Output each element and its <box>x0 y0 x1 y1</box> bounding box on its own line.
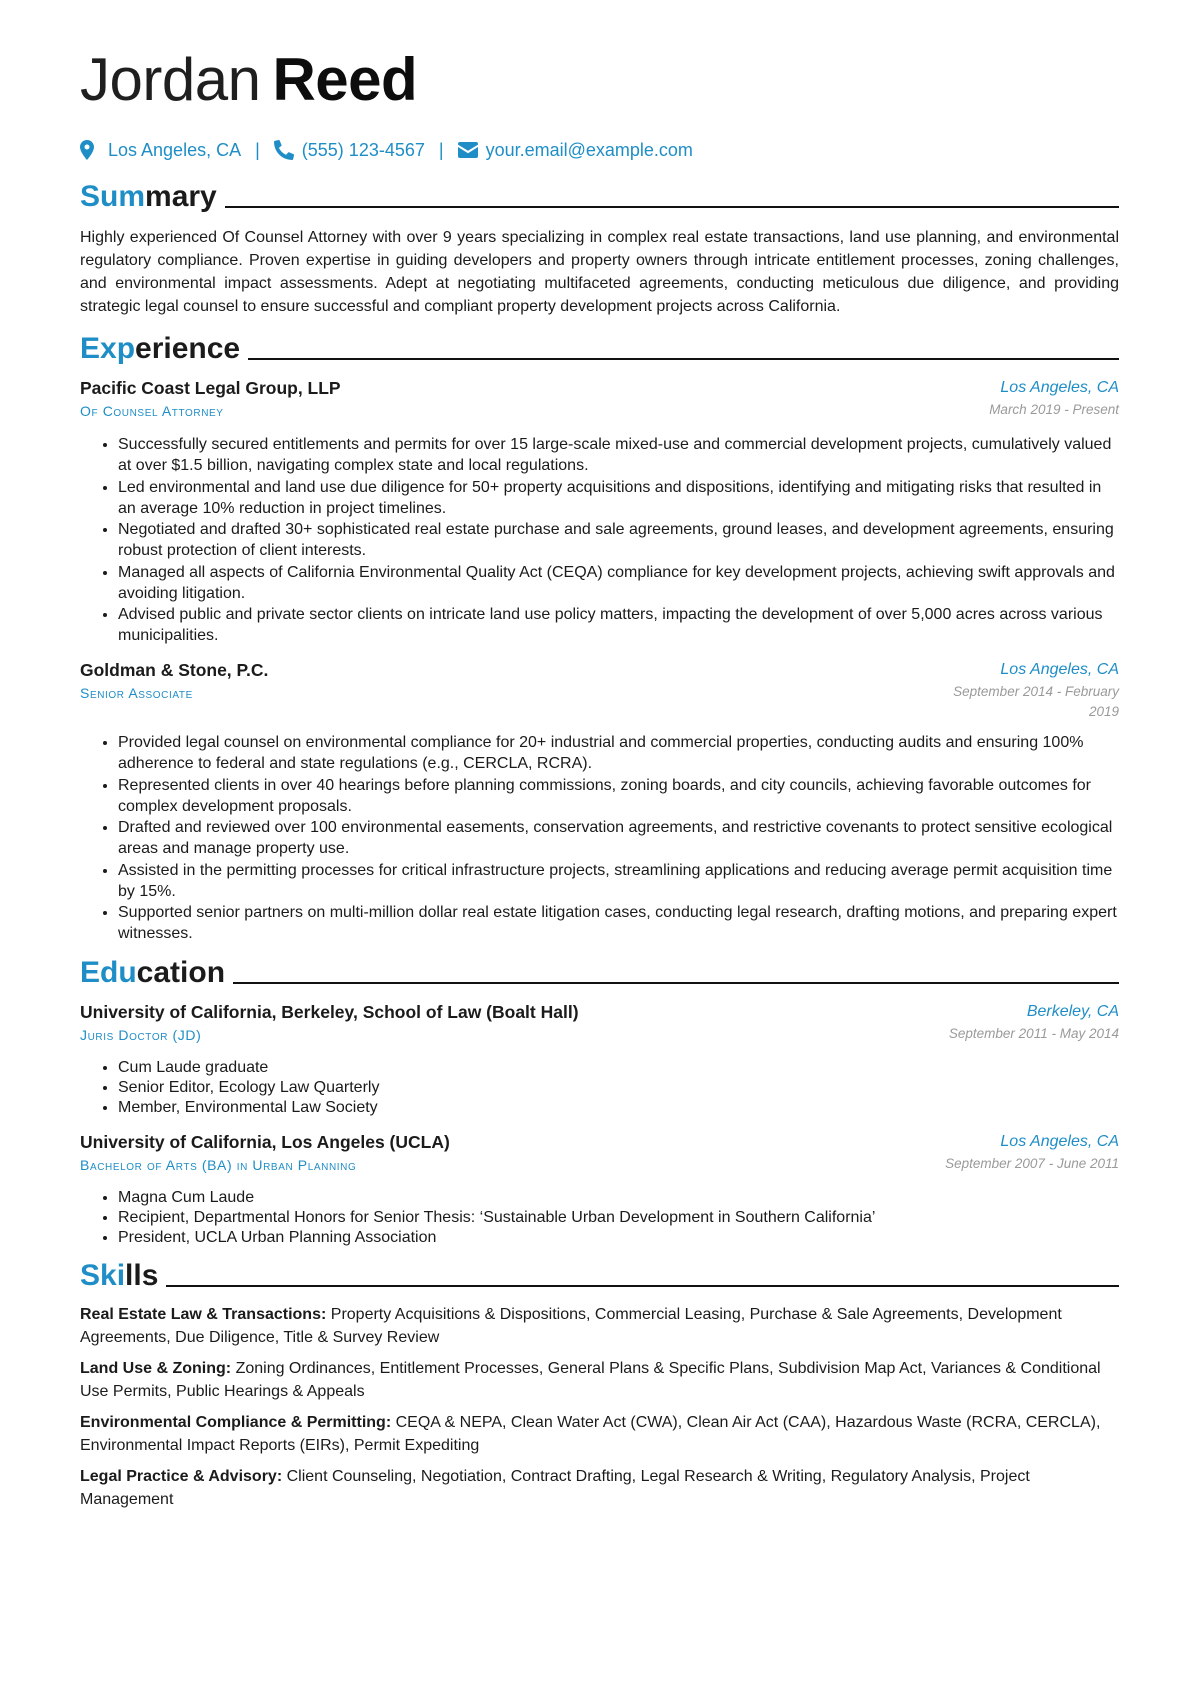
list-item: • Represented clients in over 40 hearings before planning commissions, zoning boards, and city councils, achieving favorable outcomes for complex development proposals. <box>118 775 1119 817</box>
entry-dates: September 2011 - May 2014 <box>948 1026 1119 1041</box>
bullet-list <box>80 732 1119 944</box>
degree: Juris Doctor (JD) <box>80 1027 202 1043</box>
contact-separator: | <box>255 139 260 160</box>
job-title: Of Counsel Attorney <box>80 403 224 419</box>
entry-location: Los Angeles, CA <box>1000 1132 1119 1150</box>
list-item: • Successfully secured entitlements and permits for over 15 large-scale mixed-use and commercial development projects, cumulatively valued at over $1.5 billion, navigating complex state and local regulations. <box>118 434 1119 476</box>
contact-separator: | <box>438 139 444 160</box>
list-item: • Assisted in the permitting processes for critical infrastructure projects, streamlining applications and reducing average permit acquisition time by 15%. <box>118 860 1119 902</box>
list-item: • Supported senior partners on multi-million dollar real estate litigation cases, conducting legal research, drafting motions, and preparing expert witnesses. <box>118 902 1119 944</box>
entry-location: Los Angeles, CA <box>1000 661 1119 678</box>
list-item: • Led environmental and land use due diligence for 50+ property acquisitions and dispositions, identifying and mitigating risks that resulted in an average 10% reduction in project timelines. <box>118 477 1119 519</box>
section-title: Experience <box>80 332 241 365</box>
contact-phone[interactable] <box>274 140 425 161</box>
skill-values: Zoning Ordinances, Entitlement Processes, General Plans & Specific Plans, Subdivision Map Act, Variances & Conditional Use Permits, Public Hearings & Appeals <box>80 1360 1101 1400</box>
entry-dates: March 2019 - Present <box>989 402 1119 417</box>
experience-entry <box>80 658 1119 944</box>
map-pin-icon <box>80 140 100 160</box>
section-rule <box>225 206 1119 208</box>
phone-icon <box>274 140 294 160</box>
entry-location: Los Angeles, CA <box>1000 379 1119 396</box>
skill-label: Legal Practice & Advisory: <box>80 1468 283 1485</box>
section-title: Education <box>80 956 226 989</box>
envelope-icon <box>458 140 478 160</box>
list-item: • Managed all aspects of California Environmental Quality Act (CEQA) compliance for key development projects, achieving swift approvals and avoiding litigation. <box>118 562 1119 604</box>
section-title: Skills <box>80 1259 159 1292</box>
entry-location: Berkeley, CA <box>1026 1003 1119 1020</box>
skill-group <box>80 1357 1119 1403</box>
skill-values: Property Acquisitions & Dispositions, Commercial Leasing, Purchase & Sale Agreements, Development Agreements, Due Diligence, Title & Survey Review <box>80 1306 1062 1346</box>
list-item: • Negotiated and drafted 30+ sophisticated real estate purchase and sale agreements, ground leases, and development agreements, ensuring robust protection of client interests. <box>118 519 1119 561</box>
bullet-list <box>80 434 1119 646</box>
employer-name: Goldman & Stone, P.C. <box>80 660 269 680</box>
list-item: • Recipient, Departmental Honors for Senior Thesis: ‘Sustainable Urban Development in Southern California’ <box>118 1208 1119 1228</box>
experience-heading <box>80 332 1119 366</box>
section-rule <box>248 358 1119 360</box>
school-name: University of California, Berkeley, School of Law (Boalt Hall) <box>80 1002 579 1022</box>
contact-location <box>80 140 241 161</box>
list-item: • Senior Editor, Ecology Law Quarterly <box>118 1078 1119 1098</box>
school-name: University of California, Los Angeles (UCLA) <box>80 1131 450 1152</box>
bullet-list <box>80 1188 1119 1248</box>
skills-heading <box>80 1259 1119 1293</box>
skill-label: Real Estate Law & Transactions: <box>80 1306 327 1323</box>
location-text: Los Angeles, CA <box>108 139 242 160</box>
job-title: Senior Associate <box>80 685 193 701</box>
experience-entry <box>80 376 1119 646</box>
list-item: • President, UCLA Urban Planning Association <box>118 1228 1119 1248</box>
degree: Bachelor of Arts (BA) in Urban Planning <box>80 1156 357 1173</box>
skill-label: Environmental Compliance & Permitting: <box>80 1414 392 1431</box>
employer-name: Pacific Coast Legal Group, LLP <box>80 378 341 398</box>
education-heading <box>80 956 1119 990</box>
email-link[interactable]: your.email@example.com <box>485 139 693 160</box>
education-entry <box>80 1000 1119 1118</box>
skill-values: Client Counseling, Negotiation, Contract Drafting, Legal Research & Writing, Regulatory Analysis, Project Management <box>80 1468 1030 1508</box>
summary-text: Highly experienced Of Counsel Attorney with over 9 years specializing in complex real estate transactions, land use planning, and environmental regulatory compliance. Proven expertise in guiding developers and property owners through intricate entitlement processes, zoning challenges, and environmental impact assessments. Adept at negotiating multifaceted agreements, conducting meticulous due diligence, and providing strategic legal counsel to ensure successful and compliant property development projects across California. <box>80 229 1119 315</box>
first-name: Jordan <box>80 46 261 113</box>
entry-dates: September 2014 - February 2019 <box>953 684 1119 719</box>
skill-group <box>80 1465 1119 1511</box>
list-item: • Provided legal counsel on environmental compliance for 20+ industrial and commercial properties, conducting audits and ensuring 100% adherence to federal and state regulations (e.g., CERCLA, RCRA). <box>118 732 1119 774</box>
skill-group <box>80 1411 1119 1457</box>
skill-label: Land Use & Zoning: <box>80 1360 232 1377</box>
contact-bar <box>80 136 1119 164</box>
summary-heading <box>80 180 1119 214</box>
entry-dates: September 2007 - June 2011 <box>945 1155 1119 1171</box>
phone-text[interactable]: (555) 123-4567 <box>301 139 425 160</box>
candidate-name <box>80 40 1119 120</box>
list-item: • Magna Cum Laude <box>118 1188 1119 1208</box>
list-item: • Cum Laude graduate <box>118 1058 1119 1078</box>
section-rule <box>233 982 1119 984</box>
bullet-list <box>80 1058 1119 1118</box>
list-item: • Drafted and reviewed over 100 environmental easements, conservation agreements, and restrictive covenants to protect sensitive ecological areas and manage property use. <box>118 817 1119 859</box>
education-entry <box>80 1130 1119 1248</box>
contact-email[interactable] <box>458 140 693 161</box>
section-title: Summary <box>80 180 217 213</box>
skill-group <box>80 1303 1119 1349</box>
section-rule <box>166 1285 1119 1287</box>
skill-values: CEQA & NEPA, Clean Water Act (CWA), Clean Air Act (CAA), Hazardous Waste (RCRA, CERCLA), Environmental Impact Reports (EIRs), Permit Expediting <box>80 1414 1101 1454</box>
list-item: • Advised public and private sector clients on intricate land use policy matters, impacting the development of over 5,000 acres across various municipalities. <box>118 604 1119 646</box>
list-item: • Member, Environmental Law Society <box>118 1098 1119 1118</box>
last-name: Reed <box>272 46 418 113</box>
